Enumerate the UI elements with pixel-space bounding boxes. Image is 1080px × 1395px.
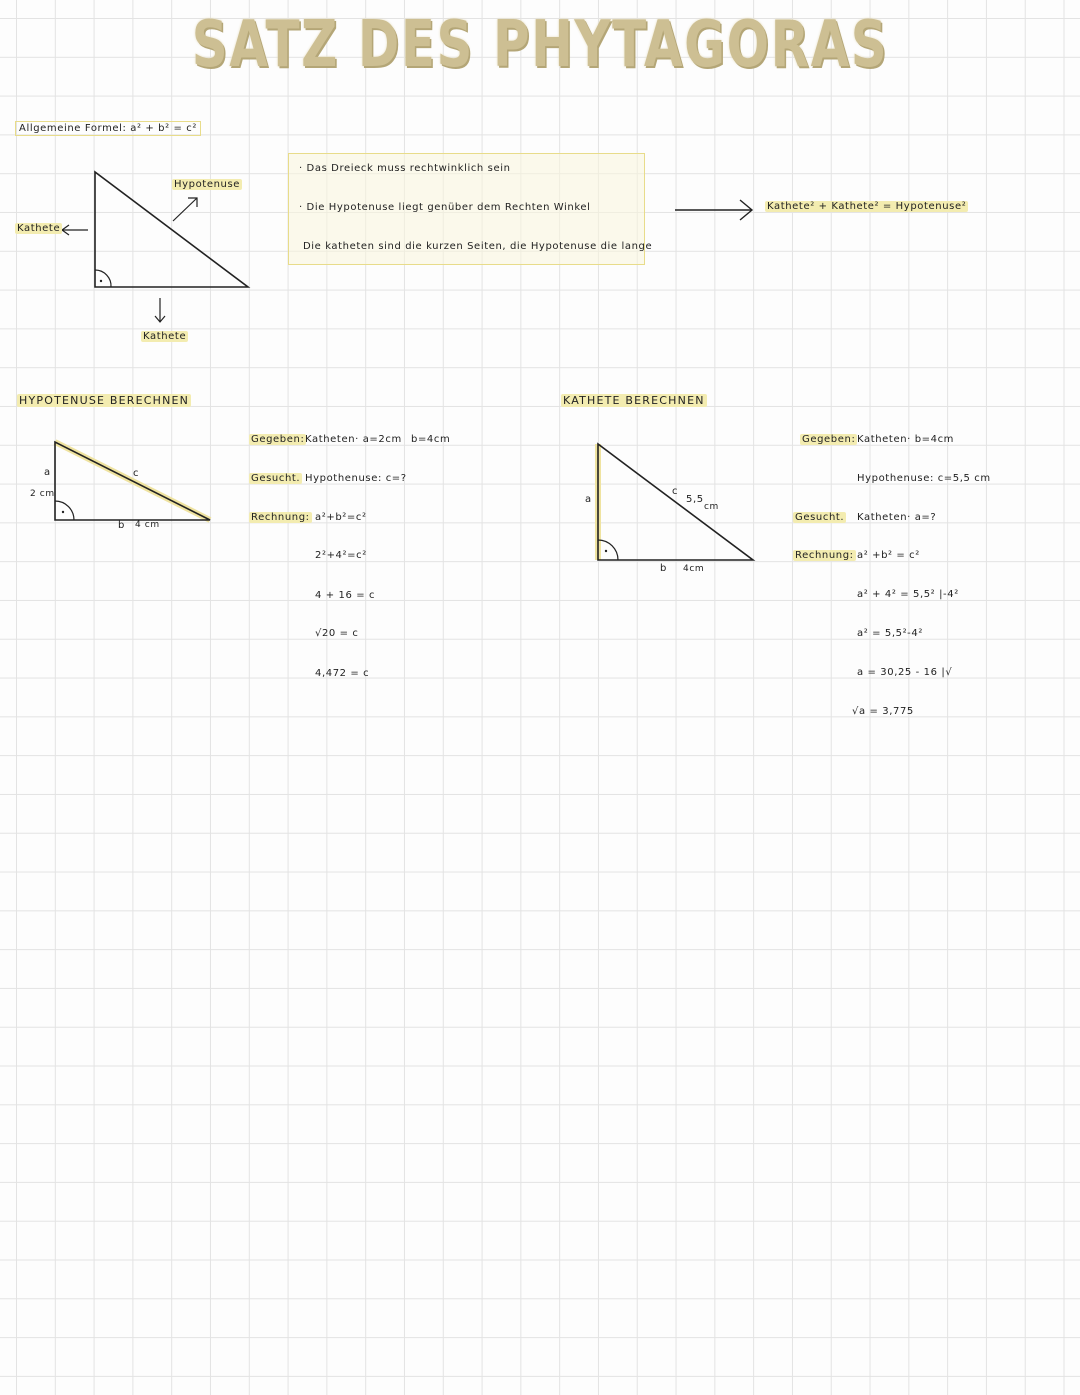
right-step-3: a² = 5,5²-4² [857, 628, 923, 639]
right-gesucht-text: Katheten· a=? [857, 512, 937, 523]
left-tri-a-value: 2 cm [30, 489, 55, 499]
right-step-4: a = 30,25 - 16 |√ [857, 667, 953, 678]
general-right-angle-mark [95, 270, 111, 287]
right-gegeben-text: Katheten· b=4cm [857, 434, 955, 445]
rules-box [288, 153, 653, 265]
left-tri-b-value: 4 cm [135, 520, 160, 530]
left-step-5: 4,472 = c [315, 668, 370, 679]
label-hypotenuse: Hypotenuse [174, 179, 241, 190]
left-step-3: 4 + 16 = c [315, 590, 376, 601]
right-gegeben-label: Gegeben: [802, 434, 856, 445]
left-step-4: √20 = c [315, 628, 359, 639]
right-step-1: a² +b² = c² [857, 550, 920, 561]
result-formula: Kathete² + Kathete² = Hypotenuse² [767, 201, 967, 212]
label-kathete-bottom: Kathete [143, 331, 187, 342]
right-rechnung-label: Rechnung: [795, 550, 854, 561]
left-tri-c: c [133, 468, 140, 479]
general-formula: Allgemeine Formel: a² + b² = c² [15, 121, 201, 136]
right-step-2: a² + 4² = 5,5² |-4² [857, 589, 959, 600]
rule-1: · Das Dreieck muss rechtwinklich sein [299, 163, 511, 174]
rule-3: Die katheten sind die kurzen Seiten, die Hypotenuse die lange [303, 241, 653, 252]
right-gegeben-hyp: Hypothenuse: c=5,5 cm [857, 473, 991, 484]
left-tri-a: a [44, 467, 51, 478]
hypotenuse-triangle [55, 442, 210, 520]
left-gegeben-b: b=4cm [411, 434, 451, 445]
heading-kathete-berechnen: KATHETE BERECHNEN [563, 394, 705, 407]
page-title: SATZ DES PHYTAGORAS [191, 8, 889, 82]
left-gegeben-text: Katheten· a=2cm [305, 434, 402, 445]
right-gesucht-label: Gesucht. [795, 512, 845, 523]
right-tri-c-unit: cm [704, 502, 719, 512]
label-kathete-left: Kathete [17, 223, 61, 234]
left-step-1: a²+b²=c² [315, 512, 367, 523]
right-tri-c-value: 5,5 [686, 494, 704, 505]
left-rechnung-label: Rechnung: [251, 512, 310, 523]
left-tri-b: b [118, 520, 125, 531]
right-tri-b: b [660, 563, 667, 574]
right-step-5: √a = 3,775 [852, 706, 914, 717]
right-tri-c: c [672, 486, 679, 497]
left-gesucht-label: Gesucht. [251, 473, 301, 484]
kathete-triangle [598, 444, 753, 560]
heading-hypotenuse-berechnen: HYPOTENUSE BERECHNEN [19, 394, 190, 407]
hypotenuse-arrow [173, 198, 197, 221]
right-tri-b-value: 4cm [683, 564, 705, 574]
left-gesucht-text: Hypothenuse: c=? [305, 473, 407, 484]
left-gegeben-label: Gegeben: [251, 434, 305, 445]
rule-2: · Die Hypotenuse liegt genüber dem Rechten Winkel [299, 202, 591, 213]
right-tri-a: a [585, 494, 592, 505]
left-step-2: 2²+4²=c² [315, 550, 367, 561]
